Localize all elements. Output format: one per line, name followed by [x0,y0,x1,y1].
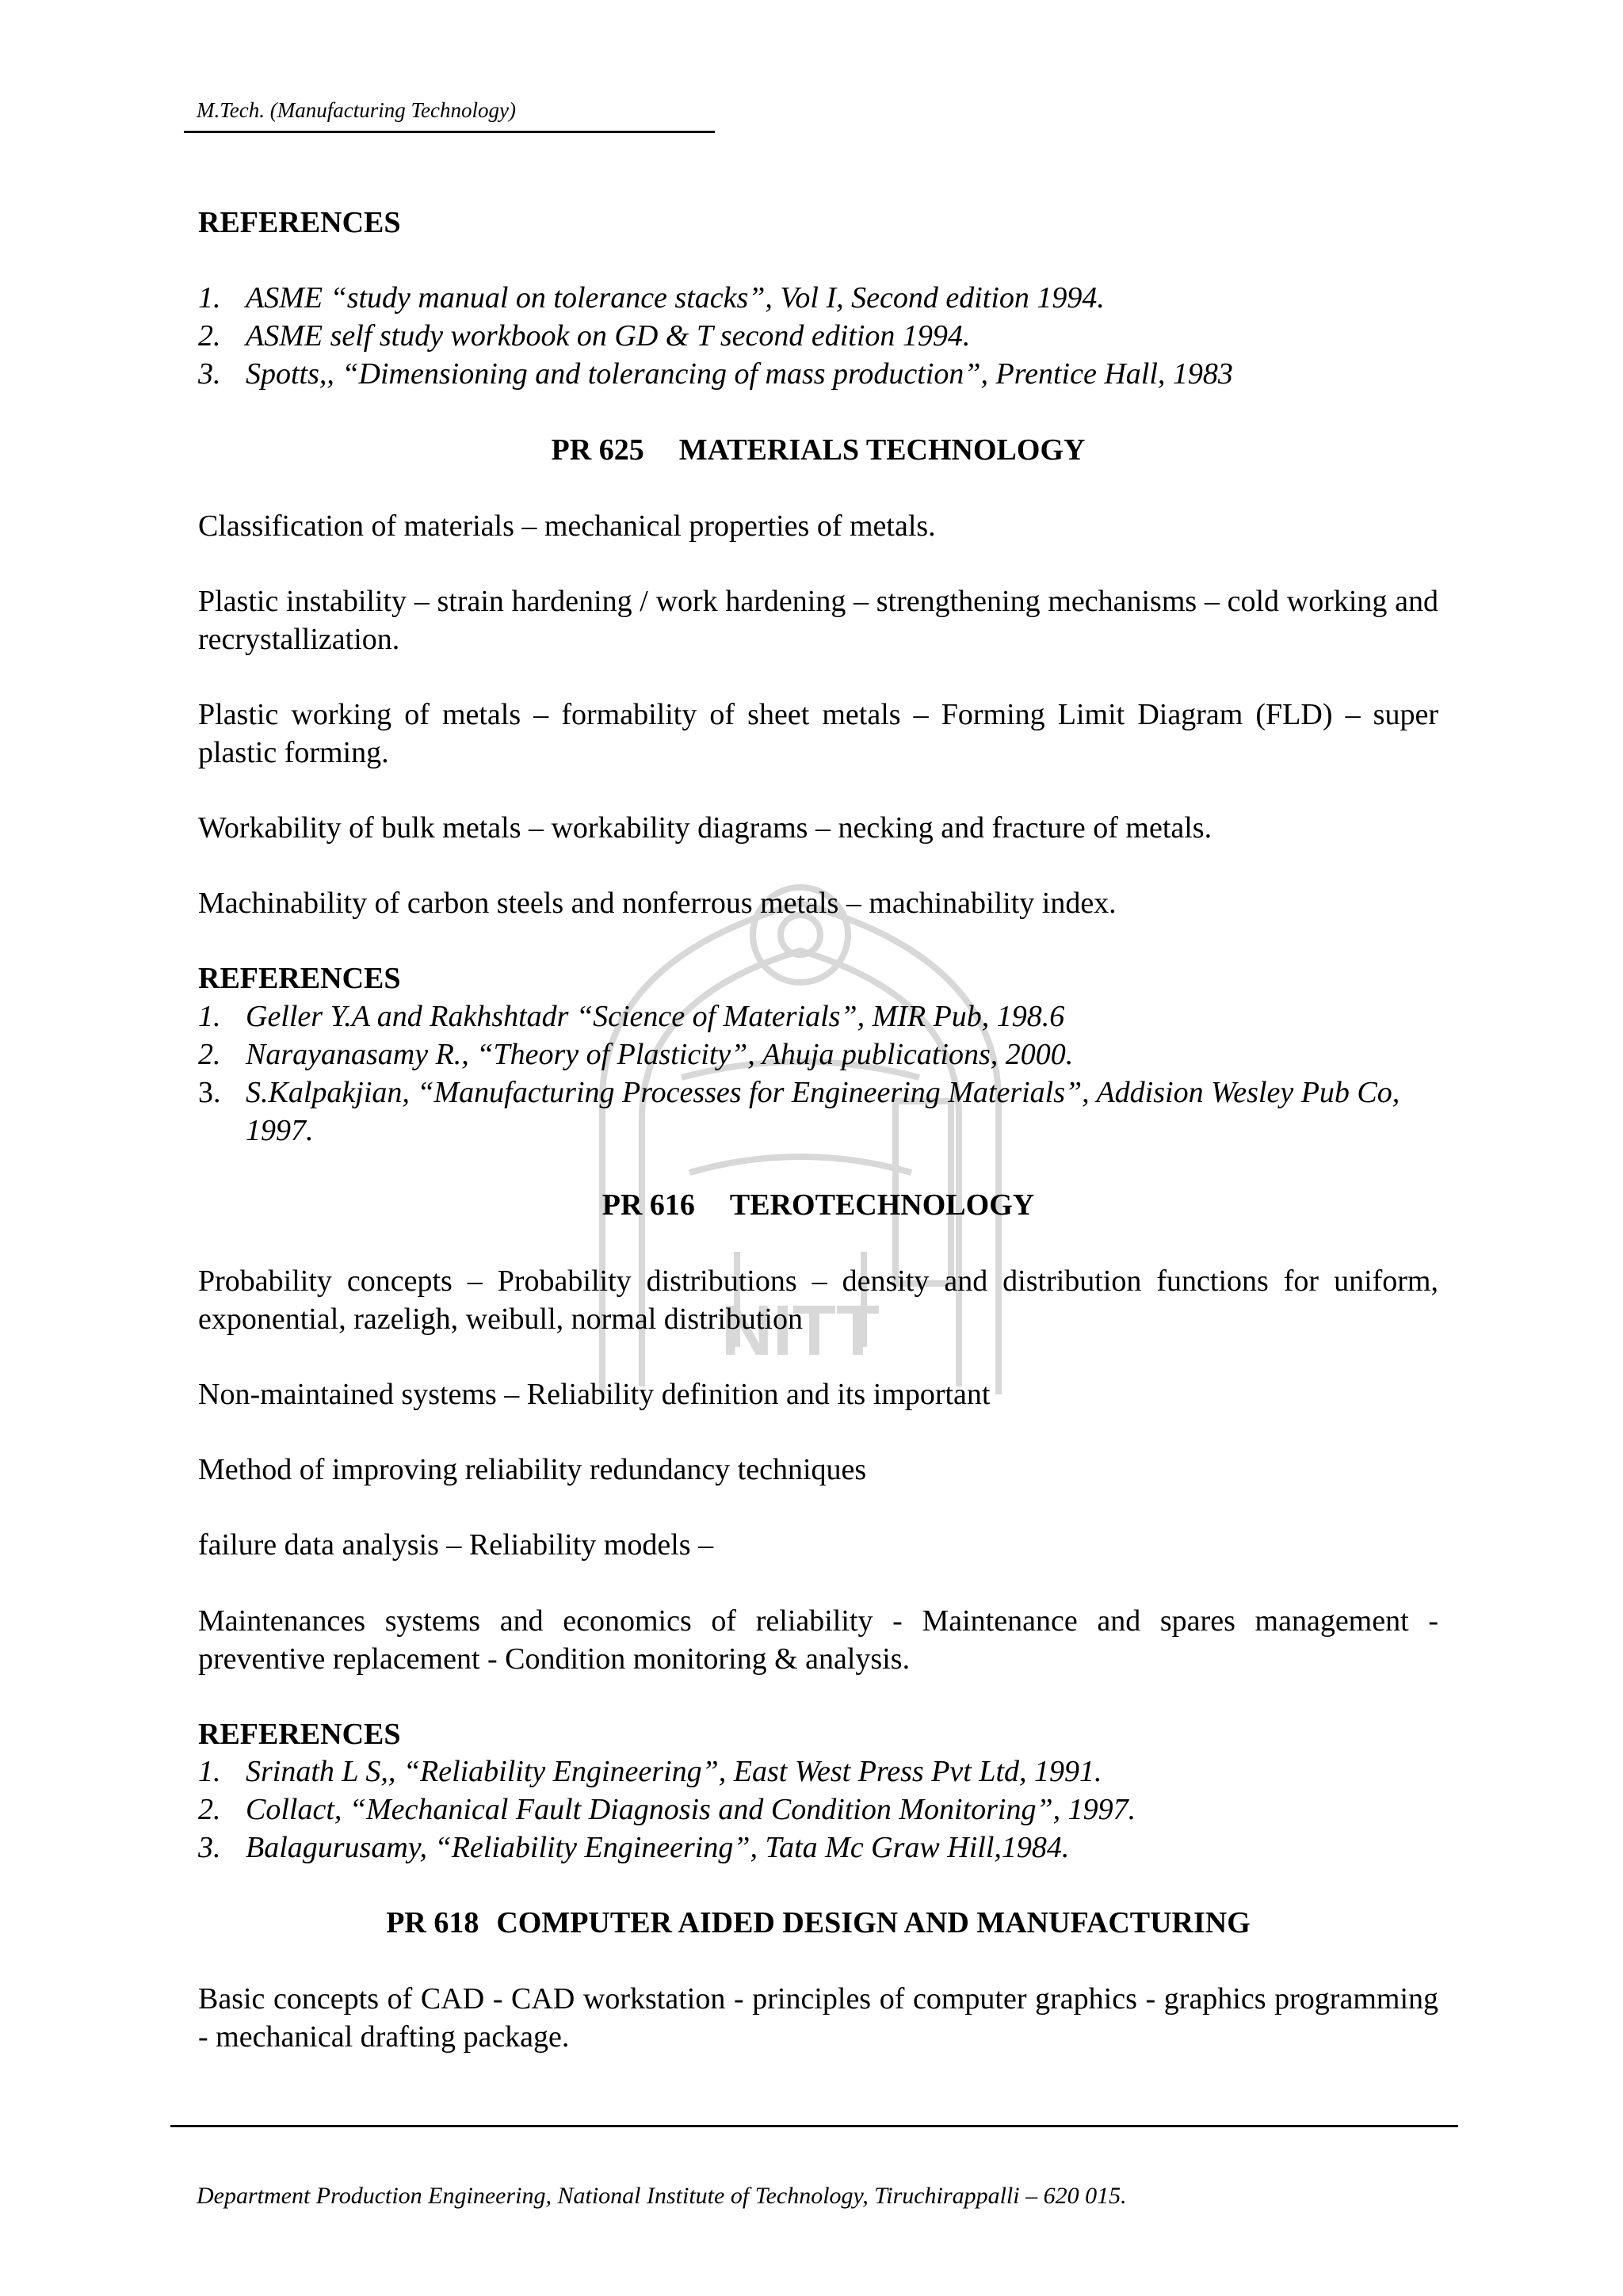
course-title: MATERIALS TECHNOLOGY [678,433,1086,467]
list-number: 3. [198,357,221,391]
course-code: PR 625 [551,433,644,467]
syllabus-paragraph: Non-maintained systems – Reliability definition and its important [198,1378,991,1411]
course-title: COMPUTER AIDED DESIGN AND MANUFACTURING [496,1906,1251,1939]
list-number: 3. [198,1076,221,1109]
reference-text: Balagurusamy, “Reliability Engineering”, Tata Mc Graw Hill,1984. [246,1831,1070,1864]
references-heading: REFERENCES [198,962,401,995]
list-item [198,1035,1438,1074]
syllabus-paragraph: Classification of materials – mechanical properties of metals. [198,509,936,543]
reference-text: Collact, “Mechanical Fault Diagnosis and Condition Monitoring”, 1997. [246,1793,1136,1826]
course-code: PR 616 [601,1188,695,1222]
list-number: 3. [198,1831,221,1864]
list-item [198,355,1438,393]
page-footer: Department Production Engineering, National Institute of Technology, Tiruchirappalli – 620 015. [197,2183,1127,2209]
watermark-text: NITT [721,1291,880,1371]
page-header: M.Tech. (Manufacturing Technology) [197,98,516,122]
reference-text: Geller Y.A and Rakhshtadr “Science of Materials”, MIR Pub, 198.6 [246,1000,1065,1033]
header-rule [184,131,715,133]
references-heading: REFERENCES [198,1718,401,1751]
section-title-pr616 [198,1186,1438,1224]
references-list [198,279,1438,393]
list-item [198,1829,1438,1867]
reference-text: Narayanasamy R., “Theory of Plasticity”, Ahuja publications, 2000. [246,1038,1074,1071]
syllabus-paragraph: Basic concepts of CAD - CAD workstation - principles of computer graphics - graphics programming - mechanical drafting package. [198,1982,1438,2054]
list-item [198,997,1438,1035]
syllabus-paragraph: Probability concepts – Probability distributions – density and distribution functions for uniform, exponential, razeligh, weibull, normal distribution [198,1264,1438,1336]
section-title-pr625 [198,431,1438,469]
references-list [198,997,1438,1150]
list-item [198,1753,1438,1791]
course-code: PR 618 [386,1906,479,1939]
syllabus-paragraph: Plastic instability – strain hardening / work hardening – strengthening mechanisms – cold working and recrystallization. [198,585,1438,656]
reference-text: ASME “study manual on tolerance stacks”, Vol I, Second edition 1994. [246,281,1105,315]
references-list [198,1753,1438,1867]
list-number: 1. [198,1000,221,1033]
list-number: 2. [198,319,221,353]
references-heading: REFERENCES [198,206,401,239]
syllabus-paragraph: Plastic working of metals – formability of sheet metals – Forming Limit Diagram (FLD) – super plastic forming. [198,698,1438,769]
reference-text: ASME self study workbook on GD & T second edition 1994. [246,319,971,353]
reference-text: Srinath L S,, “Reliability Engineering”, East West Press Pvt Ltd, 1991. [246,1755,1102,1788]
section-title-pr618 [198,1904,1438,1942]
syllabus-paragraph: Machinability of carbon steels and nonferrous metals – machinability index. [198,887,1117,920]
reference-text: S.Kalpakjian, “Manufacturing Processes for Engineering Materials”, Addision Wesley Pub Co, 1997. [246,1076,1400,1147]
list-item [198,317,1438,355]
list-number: 1. [198,1755,221,1788]
list-item [198,1791,1438,1829]
list-number: 2. [198,1793,221,1826]
list-item [198,1074,1438,1150]
syllabus-paragraph: Maintenances systems and economics of reliability - Maintenance and spares management - preventive replacement - Condition monitoring & analysis. [198,1604,1438,1676]
course-title: TEROTECHNOLOGY [729,1188,1035,1222]
syllabus-paragraph: Method of improving reliability redundancy techniques [198,1453,867,1486]
reference-text: Spotts,, “Dimensioning and tolerancing of mass production”, Prentice Hall, 1983 [246,357,1233,391]
syllabus-paragraph: failure data analysis – Reliability models – [198,1528,714,1562]
list-item [198,279,1438,317]
list-number: 2. [198,1038,221,1071]
syllabus-paragraph: Workability of bulk metals – workability diagrams – necking and fracture of metals. [198,811,1212,845]
footer-rule [170,2125,1458,2127]
list-number: 1. [198,281,221,315]
